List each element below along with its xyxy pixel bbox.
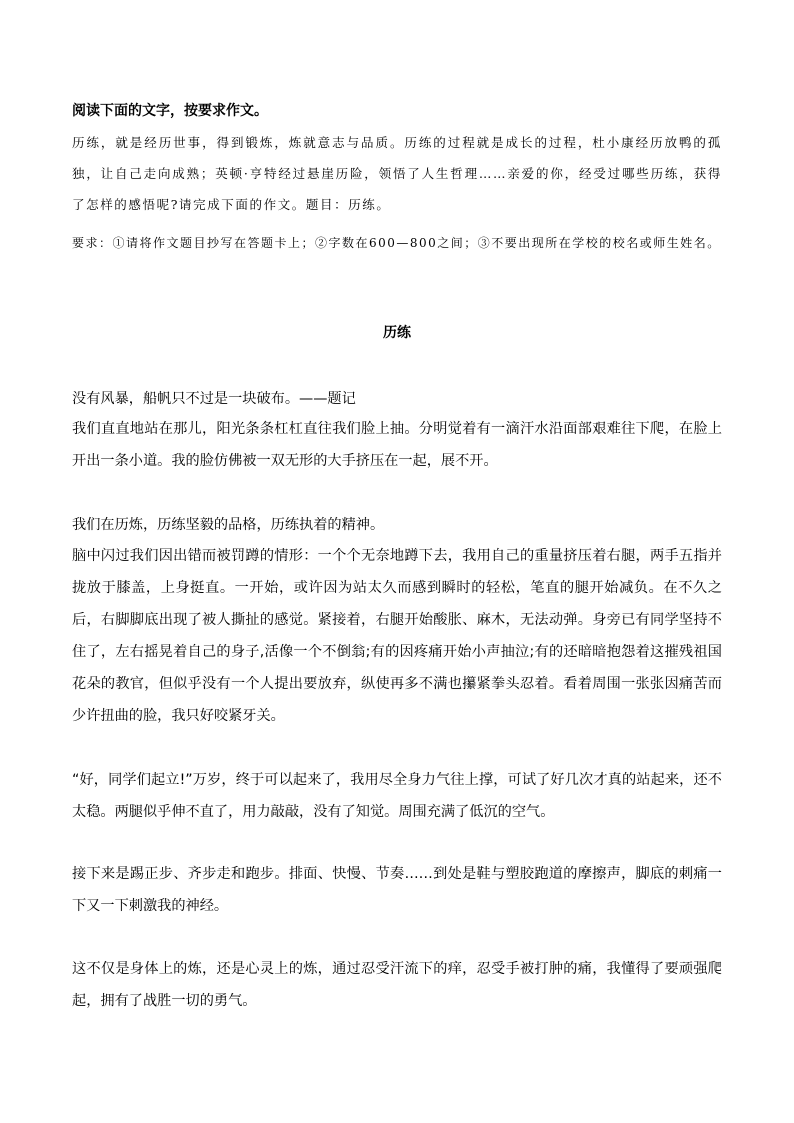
prompt-heading: 阅读下面的文字，按要求作文。 [72, 103, 268, 119]
prompt-requirements: 要求：①请将作文题目抄写在答题卡上；②字数在600—800之间；③不要出现所在学校的校名或师生姓名。 [72, 236, 721, 250]
essay-paragraph: 这不仅是身体上的炼，还是心灵上的炼，通过忍受汗流下的痒，忍受手被打肿的痛，我懂得了要顽强爬起，拥有了战胜一切的勇气。 [72, 961, 722, 1009]
prompt-body: 历练，就是经历世事，得到锻炼，炼就意志与品质。历练的过程就是成长的过程，杜小康经历放鸭的孤独，让自己走向成熟；英顿·亨特经过悬崖历险，领悟了人生哲理……亲爱的你，经受过哪些历练，获得了怎样的感悟呢?请完成下面的作文。题目：历练。 [72, 135, 722, 212]
essay-paragraph: 我们直直地站在那儿，阳光条条杠杠直往我们脸上抽。分明觉着有一滴汗水沿面部艰难往下爬，在脸上开出一条小道。我的脸仿佛被一双无形的大手挤压在一起，展不开。 [72, 421, 722, 469]
essay-paragraph: 我们在历炼，历练坚毅的品格，历练执着的精神。 [72, 517, 385, 533]
essay-paragraph: 接下来是踢正步、齐步走和跑步。排面、快慢、节奏……到处是鞋与塑胶跑道的摩擦声，脚底的刺痛一下又一下刺激我的神经。 [72, 866, 722, 914]
essay-paragraph: 脑中闪过我们因出错而被罚蹲的情形：一个个无奈地蹲下去，我用自己的重量挤压着右腿，两手五指并拢放于膝盖，上身挺直。一开始，或许因为站太久而感到瞬时的轻松，笔直的腿开始减负。在不久之后，右脚脚底出现了被人撕扯的感觉。紧接着，右腿开始酸胀、麻木，无法动弹。身旁已有同学坚持不住了，左右摇晃着自己的身子,活像一个不倒翁;有的因疼痛开始小声抽泣;有的还暗暗抱怨着这摧残祖国花朵的教官，但似乎没有一个人提出要放弃，纵使再多不满也攥紧拳头忍着。看着周围一张张因痛苦而少许扭曲的脸，我只好咬紧牙关。 [72, 548, 722, 724]
essay-title: 历练 [383, 325, 411, 341]
essay-paragraph: “好，同学们起立!”万岁，终于可以起来了，我用尽全身力气往上撑，可试了好几次才真的站起来，还不太稳。两腿似乎伸不直了，用力敲敲，没有了知觉。周围充满了低沉的空气。 [72, 772, 722, 820]
essay-epigraph: 没有风暴，船帆只不过是一块破布。——题记 [72, 391, 356, 407]
